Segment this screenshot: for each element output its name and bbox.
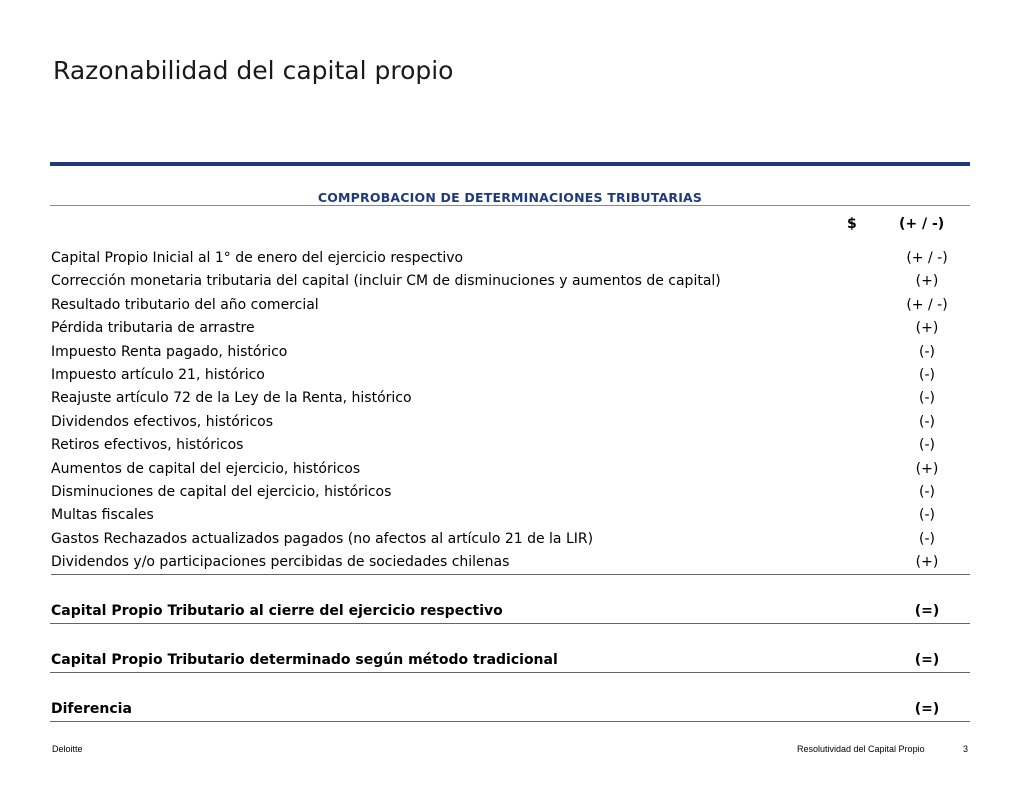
row-label: Impuesto artículo 21, histórico [51,366,265,383]
table-row [51,364,970,387]
table-row [51,551,970,575]
column-header-sign: (+ / -) [899,216,945,232]
table-row [51,247,970,270]
row-sign: (-) [919,507,935,524]
table-row [51,528,970,551]
row-sign: (-) [919,390,935,407]
row-label: Disminuciones de capital del ejercicio, históricos [51,483,392,500]
row-sign: (+) [915,554,939,571]
row-label: Capital Propio Inicial al 1° de enero del ejercicio respectivo [51,250,464,266]
row-sign: (-) [919,437,935,454]
total-label: Capital Propio Tributario determinado según método tradicional [51,652,558,668]
total-label: Capital Propio Tributario al cierre del ejercicio respectivo [51,603,503,619]
row-label: Gastos Rechazados actualizados pagados (no afectos al artículo 21 de la LIR) [51,530,594,547]
page-title: Razonabilidad del capital propio [53,56,454,85]
footer-subject: Resolutividad del Capital Propio [797,744,925,754]
table-row [51,270,970,293]
row-label: Corrección monetaria tributaria del capital (incluir CM de disminuciones y aumentos de capital) [51,273,721,290]
row-label: Multas fiscales [51,507,154,524]
row-sign: (-) [919,530,935,547]
table-row [51,434,970,457]
page-number: 3 [963,744,969,754]
footer-company: Deloitte [52,744,83,754]
total-sign: (=) [914,603,940,619]
table-row [51,317,970,340]
row-sign: (-) [919,366,935,383]
total-row-diferencia [50,701,970,722]
row-sign: (+) [915,320,939,337]
row-label: Resultado tributario del año comercial [51,296,319,313]
total-label: Diferencia [51,701,132,717]
row-sign: (-) [919,343,935,360]
row-label: Dividendos efectivos, históricos [51,413,274,430]
row-label: Dividendos y/o participaciones percibidas de sociedades chilenas [51,554,510,571]
table-row [51,387,970,410]
table-row [51,341,970,364]
row-sign: (-) [919,413,935,430]
row-label: Impuesto Renta pagado, histórico [51,343,288,360]
table-row [51,411,970,434]
row-label: Retiros efectivos, históricos [51,437,244,454]
total-row-capital-cierre [50,603,970,624]
total-sign: (=) [914,701,940,717]
row-sign: (-) [919,483,935,500]
row-sign: (+ / -) [906,250,948,266]
row-sign: (+) [915,460,939,477]
top-divider [50,162,970,166]
table-row [51,481,970,504]
total-sign: (=) [914,652,940,668]
row-label: Aumentos de capital del ejercicio, históricos [51,460,361,477]
row-label: Pérdida tributaria de arrastre [51,320,255,337]
table-row [51,458,970,481]
table-row [51,294,970,317]
table-row [51,504,970,527]
row-sign: (+ / -) [906,296,948,313]
table-header: COMPROBACION DE DETERMINACIONES TRIBUTARIAS [317,190,703,205]
header-divider [50,205,970,206]
table-body [51,247,970,575]
row-sign: (+) [915,273,939,290]
row-label: Reajuste artículo 72 de la Ley de la Renta, histórico [51,390,412,407]
column-header-amount: $ [847,216,857,232]
total-row-metodo-tradicional [50,652,970,673]
